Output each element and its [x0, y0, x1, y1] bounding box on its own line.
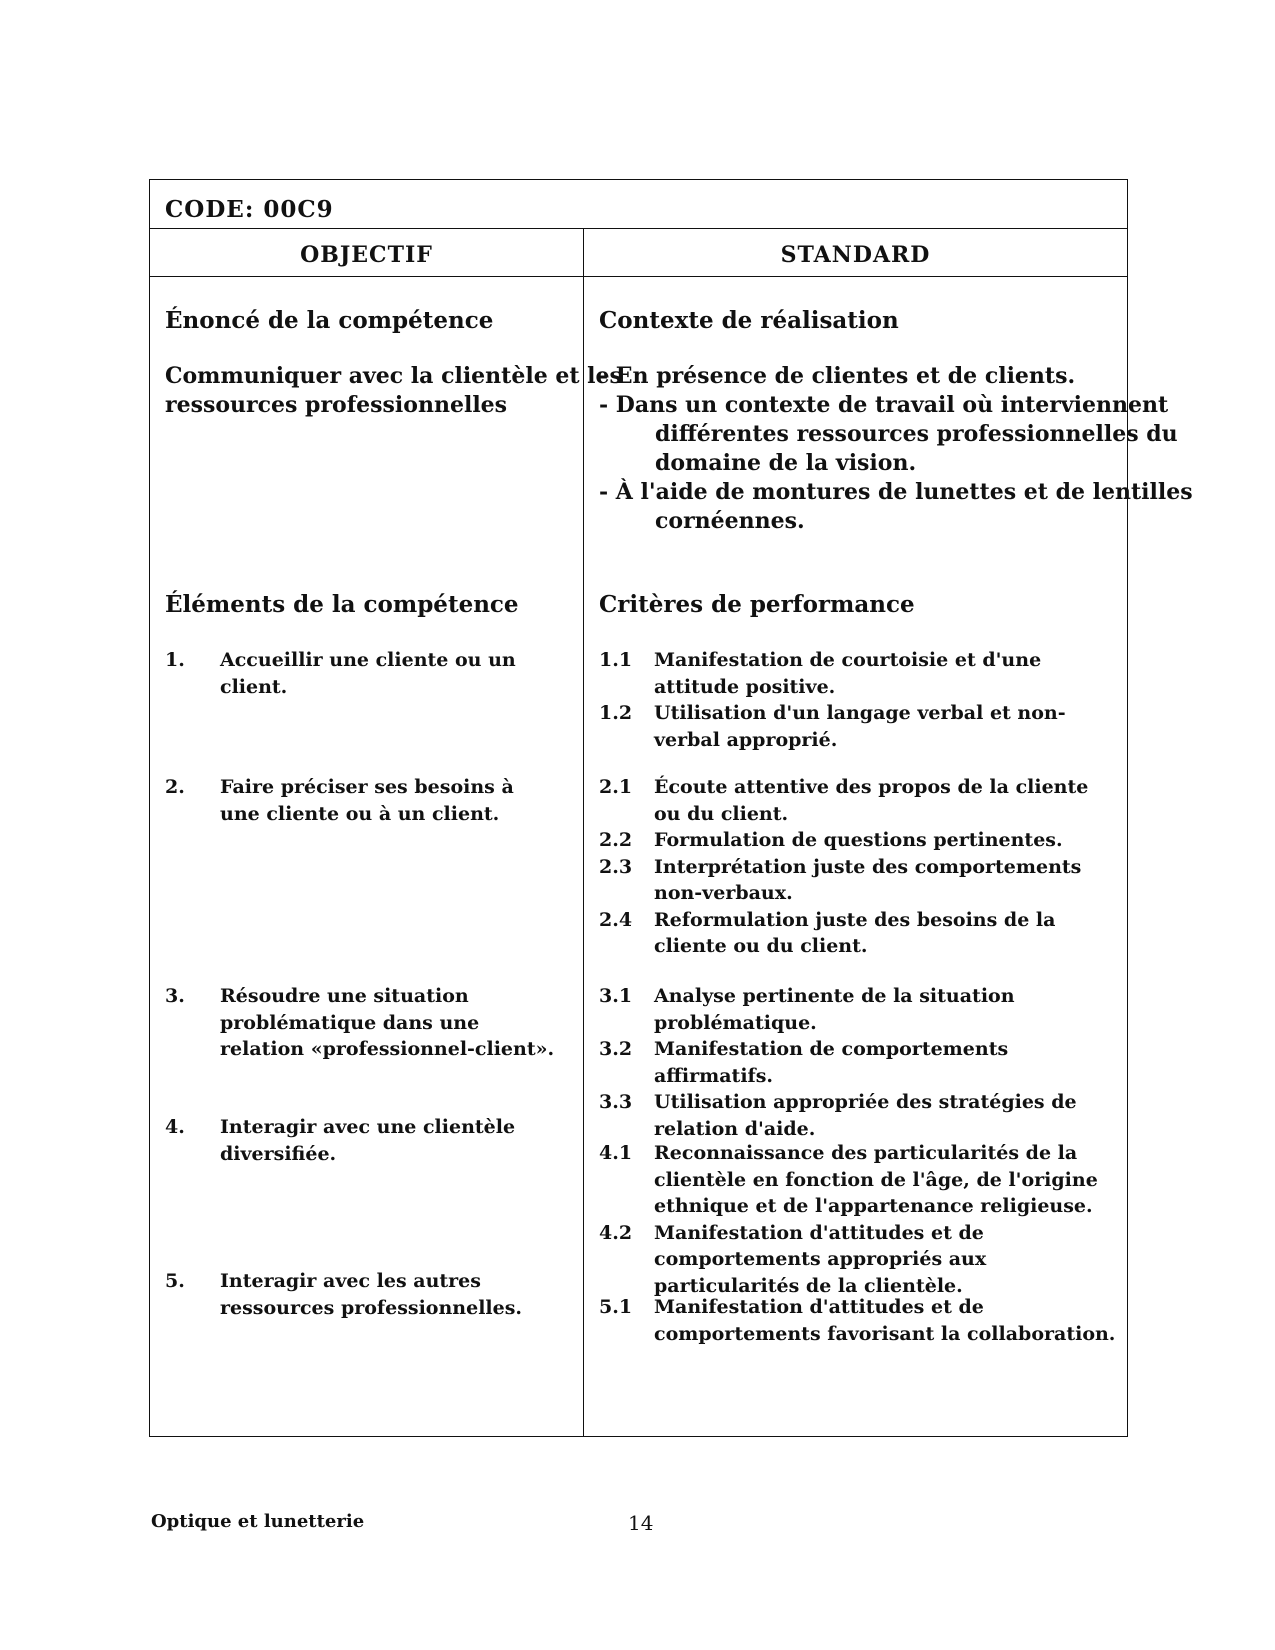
- criterion-number: 2.1: [599, 776, 633, 798]
- criterion-text: Reconnaissance des particularités de la clientèle en fonction de l'âge, de l'origine ethnique et de l'appartenance religieuse.: [654, 1142, 1098, 1217]
- criterion-item: [599, 1089, 1119, 1142]
- contexte-title: Contexte de réalisation: [599, 307, 899, 334]
- competency-code: CODE: 00C9: [165, 196, 334, 223]
- criterion-number: 4.1: [599, 1142, 633, 1164]
- element-item: [165, 774, 535, 827]
- elements-title: Éléments de la compétence: [165, 591, 519, 618]
- criterion-number: 2.2: [599, 829, 633, 851]
- criterion-text: Utilisation appropriée des stratégies de relation d'aide.: [654, 1091, 1077, 1140]
- contexte-line: - Dans un contexte de travail où interviennent: [599, 392, 1169, 418]
- criterion-number: 1.2: [599, 702, 633, 724]
- objectif-header: OBJECTIF: [300, 242, 433, 268]
- criterion-text: Interprétation juste des comportements non-verbaux.: [654, 855, 1082, 904]
- competency-table: [149, 179, 1193, 1437]
- criterion-item: [599, 1036, 1119, 1089]
- criterion-item: [599, 1220, 1119, 1300]
- code-row: [150, 180, 1127, 229]
- criterion-number: 4.2: [599, 1221, 633, 1244]
- criteria-group-2: [599, 774, 1119, 960]
- element-text: Interagir avec les autres ressources professionnelles.: [220, 1270, 523, 1319]
- element-number: 2.: [165, 776, 185, 798]
- criterion-item: [599, 1140, 1119, 1220]
- element-text: Faire préciser ses besoins à une cliente ou à un client.: [220, 776, 514, 825]
- criterion-number: 3.1: [599, 985, 633, 1007]
- standard-header: STANDARD: [780, 242, 931, 268]
- criterion-number: 5.1: [599, 1296, 633, 1318]
- criteres-title: Critères de performance: [599, 591, 915, 618]
- criteria-group-1: [599, 647, 1119, 753]
- enonce-line: ressources professionnelles: [165, 392, 508, 418]
- element-item: [165, 647, 565, 700]
- element-text: Accueillir une cliente ou un client.: [220, 649, 516, 698]
- criterion-text: Manifestation de courtoisie et d'une attitude positive.: [654, 649, 1042, 698]
- criterion-item: [599, 907, 1119, 960]
- criterion-number: 1.1: [599, 649, 633, 671]
- criteria-group-4: [599, 1140, 1119, 1299]
- criterion-number: 2.4: [599, 908, 633, 931]
- criterion-text: Utilisation d'un langage verbal et non-verbal approprié.: [654, 702, 1066, 751]
- footer-program-name: Optique et lunetterie: [151, 1511, 365, 1532]
- criterion-text: Manifestation d'attitudes et de comportements appropriés aux particularités de la clientèle.: [654, 1221, 987, 1297]
- element-number: 1.: [165, 649, 185, 671]
- element-item: [165, 1114, 565, 1167]
- enonce-title: Énoncé de la compétence: [165, 307, 494, 334]
- enonce-text: [165, 362, 622, 420]
- contexte-list: [599, 362, 1193, 536]
- footer-page-number: 14: [628, 1511, 654, 1535]
- criteria-group-5: [599, 1294, 1119, 1347]
- contexte-line: différentes ressources professionnelles du: [655, 421, 1178, 447]
- enonce-line: Communiquer avec la clientèle et les: [165, 363, 622, 389]
- criterion-item: [599, 700, 1119, 753]
- criterion-text: Manifestation de comportements affirmatifs.: [654, 1038, 1009, 1087]
- criterion-item: [599, 647, 1119, 700]
- criterion-text: Écoute attentive des propos de la cliente ou du client.: [654, 776, 1089, 825]
- criterion-item: [599, 1294, 1119, 1347]
- criterion-text: Reformulation juste des besoins de la cliente ou du client.: [654, 908, 1056, 957]
- criterion-number: 2.3: [599, 855, 633, 878]
- header-row: [150, 228, 1127, 277]
- element-text: Interagir avec une clientèle diversifiée.: [220, 1116, 516, 1165]
- criteria-group-3: [599, 983, 1119, 1142]
- criterion-item: [599, 854, 1119, 907]
- criterion-item: [599, 774, 1119, 827]
- contexte-line: cornéennes.: [655, 508, 805, 534]
- criterion-text: Manifestation d'attitudes et de comportements favorisant la collaboration.: [654, 1296, 1116, 1345]
- criterion-item: [599, 827, 1119, 854]
- contexte-line: - En présence de clientes et de clients.: [599, 363, 1076, 389]
- criterion-text: Analyse pertinente de la situation problématique.: [654, 985, 1015, 1034]
- criterion-item: [599, 983, 1119, 1036]
- criterion-number: 3.3: [599, 1091, 633, 1113]
- element-number: 4.: [165, 1116, 185, 1138]
- element-item: [165, 983, 565, 1063]
- contexte-line: - À l'aide de montures de lunettes et de lentilles: [599, 479, 1193, 505]
- element-text: Résoudre une situation problématique dans une relation «professionnel-client».: [220, 985, 555, 1060]
- contexte-line: domaine de la vision.: [655, 450, 917, 476]
- criterion-number: 3.2: [599, 1038, 633, 1060]
- element-number: 3.: [165, 985, 185, 1007]
- criterion-text: Formulation de questions pertinentes.: [654, 829, 1063, 851]
- standard-column: [599, 276, 1193, 1436]
- element-item: [165, 1268, 565, 1321]
- element-number: 5.: [165, 1270, 185, 1292]
